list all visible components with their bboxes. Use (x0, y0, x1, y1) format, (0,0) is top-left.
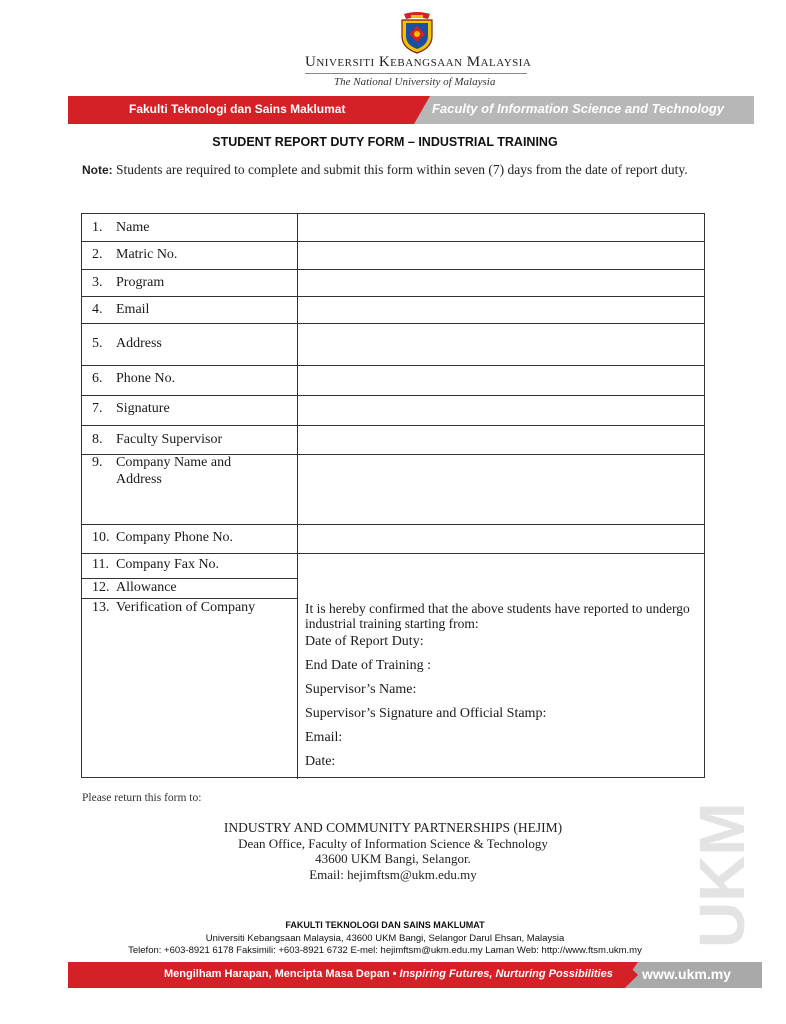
table-row-divider (82, 578, 297, 579)
table-row-divider (82, 598, 297, 599)
table-row (92, 371, 175, 387)
row-number: 1. (92, 220, 103, 235)
row-label: Matric No. (116, 247, 178, 262)
verification-field: End Date of Training : (305, 658, 431, 673)
slogan-banner (68, 962, 762, 988)
divider (305, 73, 527, 74)
table-row (92, 336, 162, 352)
row-label: Program (116, 275, 165, 290)
office-name: INDUSTRY AND COMMUNITY PARTNERSHIPS (HEJIM) (223, 820, 563, 835)
table-row (92, 432, 222, 448)
row-number: 9. (92, 455, 103, 470)
table-row (92, 455, 231, 471)
contact-email: Email: hejimftsm@ukm.edu.my (309, 866, 477, 882)
table-row-divider (82, 425, 704, 426)
table-row-divider (82, 323, 704, 324)
row-number: 6. (92, 371, 103, 386)
department: Dean Office, Faculty of Information Science & Technology (238, 835, 548, 851)
website-link[interactable]: www.ukm.my (642, 966, 731, 982)
faculty-name-english: Faculty of Information Science and Technology (432, 101, 725, 116)
row-number: 3. (92, 275, 103, 290)
table-row (92, 600, 255, 616)
table-row (92, 401, 170, 417)
note-text: Students are required to complete and submit this form within seven (7) days from the date of report duty. (112, 162, 688, 177)
faculty-banner (68, 96, 754, 124)
table-row (92, 557, 219, 573)
row-label: Verification of Company (116, 600, 256, 615)
row-number: 5. (92, 336, 103, 351)
row-number: 12. (92, 580, 110, 595)
table-row (92, 530, 233, 546)
row-label: Email (116, 302, 150, 317)
row-label: Company Name and (116, 455, 232, 470)
slogan (164, 968, 613, 980)
row-number: 2. (92, 247, 103, 262)
row-label: Phone No. (116, 371, 176, 386)
row-label: Faculty Supervisor (116, 432, 223, 447)
row-number: 11. (92, 557, 109, 572)
row-label: Allowance (116, 580, 177, 595)
form-title: STUDENT REPORT DUTY FORM – INDUSTRIAL TRAINING (212, 135, 558, 149)
ukm-crest-logo (398, 12, 436, 54)
table-row-continued (92, 472, 162, 488)
verification-field: Email: (305, 730, 343, 745)
table-row (92, 275, 164, 291)
row-number: 13. (92, 600, 110, 615)
note-label: Note: (82, 163, 113, 177)
row-label: Address (116, 336, 162, 351)
note-paragraph (82, 161, 702, 179)
return-address (0, 820, 786, 882)
table-row (92, 302, 149, 318)
table-row-divider (82, 365, 704, 366)
watermark-text: UKM (686, 802, 758, 948)
row-label: Company Phone No. (116, 530, 234, 545)
footer-contacts: Telefon: +603-8921 6178 Faksimili: +603-8921 6732 E-mel: hejimftsm@ukm.edu.my Laman Web: http://www.ftsm.ukm.my (128, 945, 642, 956)
slogan-malay: Mengilham Harapan, Mencipta Masa Depan (164, 968, 390, 980)
table-column-divider (297, 214, 298, 779)
return-instruction: Please return this form to: (82, 792, 202, 804)
row-label: Name (116, 220, 150, 235)
slogan-separator: • (389, 968, 400, 980)
row-number: 8. (92, 432, 103, 447)
table-row-divider (82, 553, 704, 554)
university-subtitle: The National University of Malaysia (334, 76, 496, 88)
table-row (92, 220, 149, 236)
postal-address: 43600 UKM Bangi, Selangor. (315, 851, 471, 866)
table-row-divider (82, 241, 704, 242)
slogan-english: Inspiring Futures, Nurturing Possibilities (399, 968, 613, 980)
table-row-divider (82, 269, 704, 270)
table-row-divider (82, 296, 704, 297)
row-label: Address (116, 472, 162, 487)
verification-field: Supervisor’s Signature and Official Stamp: (305, 706, 547, 721)
verification-field: Date of Report Duty: (305, 634, 424, 649)
footer-faculty: FAKULTI TEKNOLOGI DAN SAINS MAKLUMAT (285, 920, 485, 930)
verification-statement: It is hereby confirmed that the above students have reported to undergo industrial training starting from: (305, 601, 690, 631)
row-label: Signature (116, 401, 170, 416)
table-row-divider (82, 395, 704, 396)
verification-field: Supervisor’s Name: (305, 682, 417, 697)
form-table (81, 213, 705, 778)
row-number: 4. (92, 302, 103, 317)
row-number: 7. (92, 401, 103, 416)
footer-address: Universiti Kebangsaan Malaysia, 43600 UKM Bangi, Selangor Darul Ehsan, Malaysia (205, 933, 565, 944)
table-row (92, 580, 177, 596)
verification-field: Date: (305, 754, 336, 769)
table-row (92, 247, 177, 263)
university-name: Universiti Kebangsaan Malaysia (305, 54, 532, 70)
faculty-name-malay: Fakulti Teknologi dan Sains Maklumat (129, 102, 346, 116)
row-number: 10. (92, 530, 110, 545)
row-label: Company Fax No. (116, 557, 220, 572)
table-row-divider (82, 524, 704, 525)
